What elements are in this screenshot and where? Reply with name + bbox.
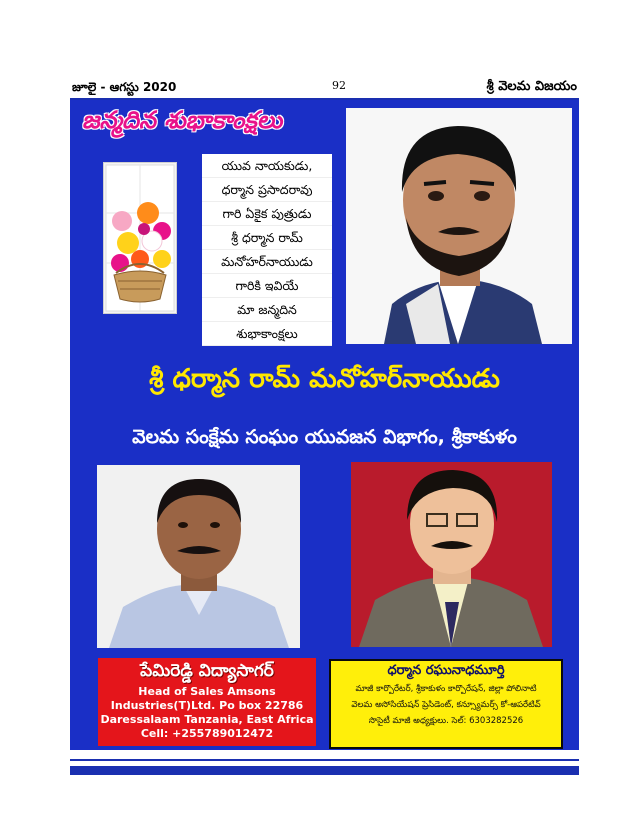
page-header: [70, 78, 579, 98]
left-contact-card: [98, 658, 316, 746]
right-card-line: వెలమ అసోసియేషన్ ప్రెసిడెంట్, కన్స్యూమర్స్ కో-ఆపరేటివ్: [351, 700, 541, 710]
bio-line: మా జన్మదిన: [202, 298, 332, 322]
birthday-panel: [70, 100, 579, 750]
bio-line: గారికి ఇవియే: [202, 274, 332, 298]
organization-name: వెలమ సంక్షేమ సంఘం యువజన విభాగం, శ్రీకాకుళం: [132, 426, 517, 448]
left-person-name: పేమిరెడ్డి విద్యాసాగర్: [140, 661, 274, 681]
left-card-line: Daressalaam Tanzania, East Africa: [100, 713, 314, 726]
left-portrait: [97, 465, 300, 648]
right-person-icon: [351, 462, 552, 647]
flower-bouquet-image: [103, 162, 177, 314]
right-contact-card: [329, 659, 563, 749]
right-portrait: [351, 462, 552, 647]
left-card-line: Head of Sales Amsons: [138, 685, 276, 698]
bio-line: శుభాకాంక్షలు: [202, 322, 332, 346]
left-card-line: Cell: +255789012472: [140, 727, 274, 740]
bio-line: గారి ఏకైక పుత్రుడు: [202, 202, 332, 226]
right-person-name: ధర్మాన రఘునాధమూర్తి: [387, 663, 505, 678]
left-card-line: Industries(T)Ltd. Po box 22786: [110, 699, 304, 712]
right-card-line: సొసైటీ మాజీ అధ్యక్షులు. సెల్: 6303282526: [368, 716, 524, 726]
portrait-person-icon: [346, 108, 572, 344]
flower-bouquet-icon: [104, 163, 176, 313]
bio-text: [202, 154, 332, 346]
bio-line: యువ నాయకుడు,: [202, 154, 332, 178]
honoree-name: శ్రీ ధర్మాన రామ్ మనోహర్‌నాయుడు: [149, 364, 500, 394]
bio-line: ధర్మాన ప్రసాదరావు: [202, 178, 332, 202]
page-number: 92: [332, 79, 346, 92]
bio-line: మనోహర్‌నాయుడు: [202, 250, 332, 274]
issue-date: జూలై - ఆగస్టు 2020: [72, 80, 177, 94]
footer-rule: [70, 759, 579, 761]
magazine-name: శ్రీ వెలమ విజయం: [486, 79, 577, 94]
left-person-icon: [97, 465, 300, 648]
bio-line: శ్రీ ధర్మాన రామ్: [202, 226, 332, 250]
main-portrait: [346, 108, 572, 344]
greeting-heading: జన్మదిన శుభాకాంక్షలు: [82, 106, 283, 134]
right-card-line: మాజీ కార్పొరేటర్, శ్రీకాకుళం కార్పొరేషన్, జిల్లా పోలినాటి: [355, 684, 537, 694]
footer-bar: [70, 766, 579, 775]
